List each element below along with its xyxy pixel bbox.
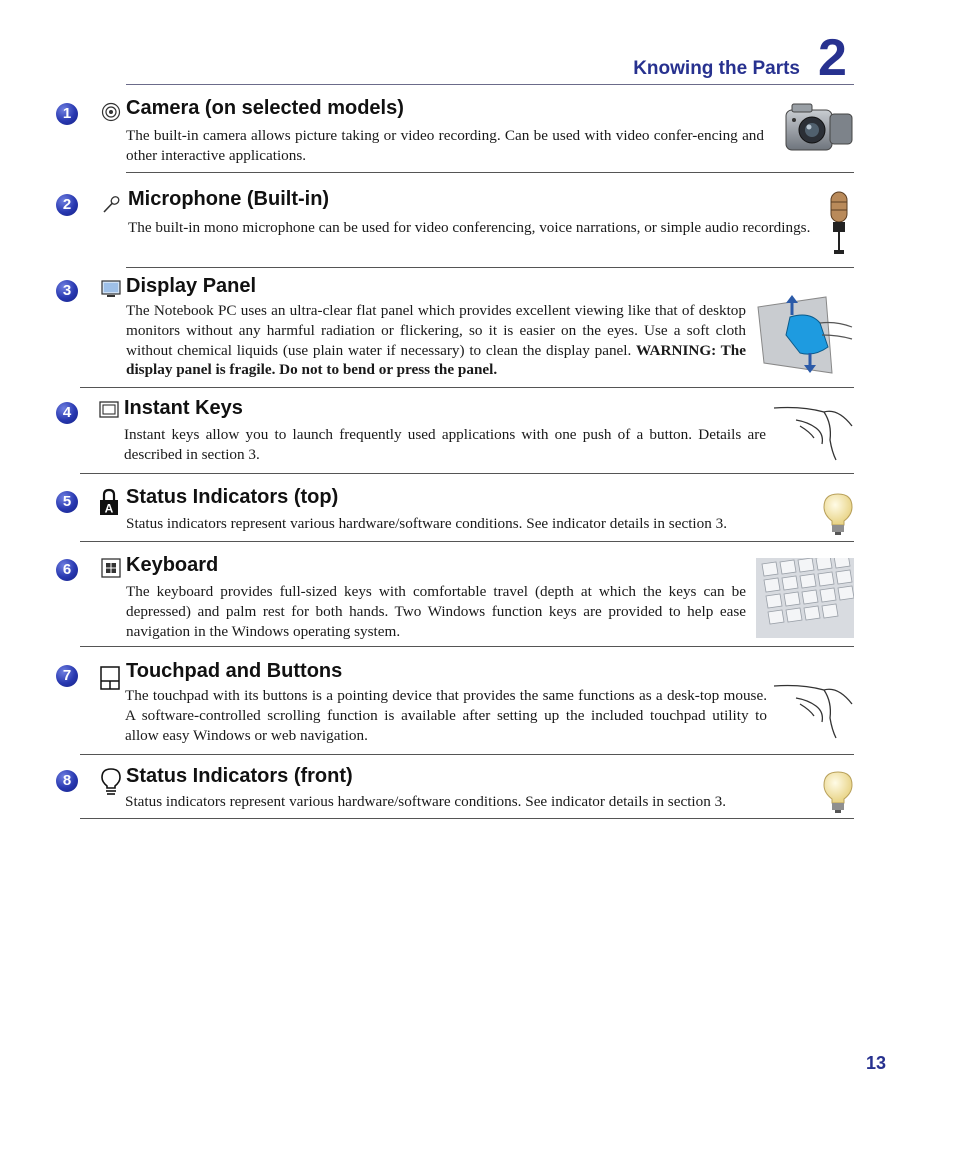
section-number-badge: 8 bbox=[56, 770, 78, 792]
section-number-badge: 2 bbox=[56, 194, 78, 216]
touchpad-icon bbox=[100, 666, 120, 690]
keyboard-picture bbox=[756, 558, 854, 638]
page-number: 13 bbox=[866, 1053, 887, 1073]
section-title-instant-keys: Instant Keys bbox=[124, 397, 243, 419]
section-title-keyboard: Keyboard bbox=[126, 554, 219, 576]
section-body-instant-keys: Instant keys allow you to launch frequently used applications with one push of a button. Details are described in section 3. bbox=[124, 426, 766, 463]
microphone-picture bbox=[826, 190, 852, 256]
section-divider bbox=[80, 646, 854, 647]
section-divider bbox=[80, 541, 854, 542]
section-body-display bbox=[126, 301, 746, 380]
section-body-microphone: The built-in mono microphone can be used for video conferencing, voice narrations, or simple audio recordings. bbox=[128, 219, 811, 236]
section-divider bbox=[126, 172, 854, 173]
section-number-badge: 4 bbox=[56, 402, 78, 424]
chapter-title: Knowing the Parts bbox=[633, 58, 800, 79]
section-body-touchpad: The touchpad with its buttons is a pointing device that provides the same functions as a desk-top mouse. A software-controlled scrolling function is available after setting up the included touchpad utility to allow easy Windows or web navigation. bbox=[125, 687, 767, 744]
section-number-badge: 3 bbox=[56, 280, 78, 302]
section-title-touchpad: Touchpad and Buttons bbox=[126, 660, 343, 682]
section-number-badge: 5 bbox=[56, 491, 78, 513]
section-title-status-top: Status Indicators (top) bbox=[126, 486, 339, 508]
display-warning: WARNING: The display panel is fragile. Do not to bend or press the panel. bbox=[126, 341, 746, 379]
section-body-keyboard: The keyboard provides full-sized keys with comfortable travel (depth at which the keys can be depressed) and palm rest for both hands. Two Windows function keys are provided to help ease navigation in the Windows operating system. bbox=[126, 583, 746, 640]
section-title-camera: Camera (on selected models) bbox=[126, 97, 404, 119]
instant-key-icon bbox=[99, 400, 119, 420]
pointing-hand-picture bbox=[772, 680, 854, 740]
section-number-badge: 7 bbox=[56, 665, 78, 687]
section-body-status-front: Status indicators represent various hardware/software conditions. See indicator details in section 3. bbox=[125, 793, 727, 810]
display-cleaning-picture bbox=[756, 295, 854, 377]
camera-icon bbox=[101, 102, 121, 122]
section-divider bbox=[80, 818, 854, 819]
section-divider bbox=[80, 473, 854, 474]
section-title-status-front: Status Indicators (front) bbox=[126, 765, 353, 787]
keyboard-icon bbox=[101, 558, 121, 578]
header-rule bbox=[126, 84, 854, 85]
display-description: The Notebook PC uses an ultra-clear flat panel which provides excellent viewing like that of desktop monitors without any harmful radiation or flickering, so it is easier on the eyes. Use a soft cloth without chemical liquids (use plain water if necessary) to clean the display panel. bbox=[126, 302, 746, 359]
section-divider bbox=[80, 754, 854, 755]
section-divider bbox=[80, 387, 854, 388]
lightbulb-picture bbox=[822, 770, 854, 814]
section-title-microphone: Microphone (Built-in) bbox=[128, 188, 330, 210]
section-title-display: Display Panel bbox=[126, 275, 257, 297]
display-icon bbox=[101, 279, 121, 299]
svg-text:A: A bbox=[104, 501, 114, 516]
section-body-status-top: Status indicators represent various hardware/software conditions. See indicator details in section 3. bbox=[126, 515, 728, 532]
section-number-badge: 6 bbox=[56, 559, 78, 581]
camcorder-picture bbox=[782, 98, 854, 160]
section-body-camera: The built-in camera allows picture taking or video recording. Can be used with video confer-encing and other interactive applications. bbox=[126, 127, 764, 164]
section-number-badge: 1 bbox=[56, 103, 78, 125]
pointing-hand-picture bbox=[772, 404, 854, 462]
microphone-icon bbox=[102, 194, 122, 214]
chapter-number: 2 bbox=[818, 29, 847, 87]
lightbulb-icon bbox=[101, 768, 121, 796]
lock-a-icon bbox=[99, 488, 119, 516]
lightbulb-picture bbox=[822, 492, 854, 536]
section-divider bbox=[126, 267, 854, 268]
